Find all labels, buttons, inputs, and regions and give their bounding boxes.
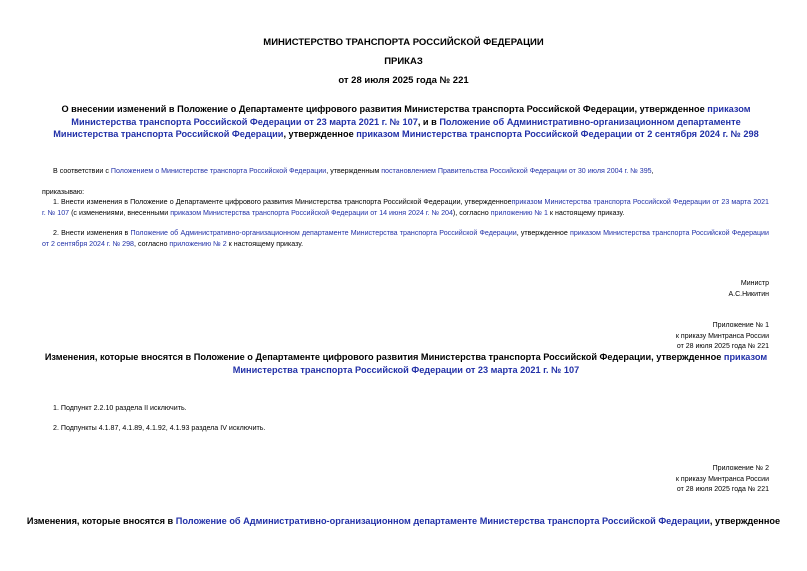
- appendix1-item-1: 1. Подпункт 2.2.10 раздела II исключить.: [53, 404, 187, 412]
- appendix1-item-2: 2. Подпункты 4.1.87, 4.1.89, 4.1.92, 4.1.93 раздела IV исключить.: [53, 424, 266, 432]
- appendix2-title: [20, 515, 787, 528]
- order-item-1: [42, 197, 769, 219]
- title-text-2: , и в: [417, 116, 440, 127]
- preamble-text-2: , утвержденным: [326, 167, 382, 175]
- signature-block: [728, 279, 769, 300]
- item1-link-order-107[interactable]: приказом Министерства транспорта Российской Федерации от 23 марта 2021 г. № 107: [42, 198, 769, 217]
- preamble-link-government-decree[interactable]: постановлением Правительства Российской Федерации от 30 июля 2004 г. № 395: [381, 167, 652, 175]
- order-item-2: [42, 228, 769, 250]
- appendix2-to-order: к приказу Минтранса России: [675, 475, 769, 483]
- appendix1-title-text: Изменения, которые вносятся в Положение о Департаменте цифрового развития Министерства транспорта Российской Федерации, утвержденное: [44, 352, 724, 362]
- appendix2-label: Приложение № 2: [712, 465, 769, 472]
- order-word: приказываю:: [42, 188, 85, 196]
- item2-text-1: 2. Внести изменения в: [53, 229, 131, 237]
- doc-date-number: от 28 июля 2025 года № 221: [338, 75, 469, 86]
- appendix1-label: Приложение № 1: [712, 322, 769, 329]
- ministry-heading: МИНИСТЕРСТВО ТРАНСПОРТА РОССИЙСКОЙ ФЕДЕРАЦИИ: [263, 37, 544, 48]
- title-link-order-298[interactable]: приказом Министерства транспорта Российской Федерации от 2 сентября 2024 г. № 298: [356, 129, 759, 139]
- item1-text-4: к настоящему приказу.: [547, 209, 625, 217]
- appendix2-title-text-1: Изменения, которые вносятся в: [26, 516, 176, 526]
- appendix1-title-link-order-107[interactable]: приказом Министерства транспорта Российской Федерации от 23 марта 2021 г. № 107: [232, 352, 768, 375]
- preamble: [53, 166, 773, 177]
- appendix2-title-link-admin-dept-regulation[interactable]: Положение об Административно-организационном департаменте Министерства транспорта Российской Федерации: [175, 516, 710, 526]
- preamble-link-ministry-regulation[interactable]: Положением о Министерстве транспорта Российской Федерации: [110, 167, 327, 175]
- title-text-3: , утвержденное: [283, 129, 357, 139]
- item2-link-order-298[interactable]: приказом Министерства транспорта Российской Федерации от 2 сентября 2024 г. № 298: [42, 229, 769, 248]
- title-link-admin-dept-regulation[interactable]: Положение об Административно-организационном департаменте Министерства транспорта Российской Федерации: [53, 116, 741, 139]
- item1-text-3: ), согласно: [452, 209, 491, 217]
- item1-text-1: 1. Внести изменения в Положение о Департаменте цифрового развития Министерства транспорта Российской Федерации, утвержденное: [53, 198, 512, 206]
- appendix1-title: [42, 351, 770, 376]
- signature-position: Министр: [740, 280, 769, 287]
- appendix1-date: от 28 июля 2025 года № 221: [676, 343, 769, 350]
- item2-link-appendix-2[interactable]: приложению № 2: [169, 240, 227, 248]
- appendix2-date: от 28 июля 2025 года № 221: [676, 486, 769, 493]
- item1-link-order-204[interactable]: приказом Министерства транспорта Российской Федерации от 14 июня 2024 г. № 204: [170, 209, 453, 217]
- preamble-text-3: ,: [651, 167, 654, 175]
- preamble-text-1: В соответствии с: [53, 167, 111, 175]
- item1-link-appendix-1[interactable]: приложению № 1: [490, 209, 548, 217]
- doc-type-heading: ПРИКАЗ: [384, 56, 423, 67]
- item1-text-2: (с изменениями, внесенными: [69, 209, 171, 217]
- appendix2-header: [676, 464, 769, 496]
- item2-text-4: к настоящему приказу.: [226, 240, 304, 248]
- appendix1-to-order: к приказу Минтранса России: [675, 332, 769, 340]
- signature-name: А.С.Никитин: [728, 290, 769, 298]
- appendix2-title-text-2: , утвержденное: [709, 516, 781, 526]
- item2-text-2: , утвержденное: [516, 229, 571, 237]
- appendix1-header: [676, 321, 769, 353]
- title-text-1: О внесении изменений в Положение о Департаменте цифрового развития Министерства транспорта Российской Федерации, утвержденное: [61, 104, 708, 114]
- item2-text-3: , согласно: [134, 240, 170, 248]
- item2-link-admin-dept-regulation[interactable]: Положение об Административно-организационном департаменте Министерства транспорта Российской Федерации: [130, 229, 517, 237]
- title-link-order-107[interactable]: приказом Министерства транспорта Российской Федерации от 23 марта 2021 г. № 107: [71, 104, 751, 127]
- document-title: [42, 103, 770, 141]
